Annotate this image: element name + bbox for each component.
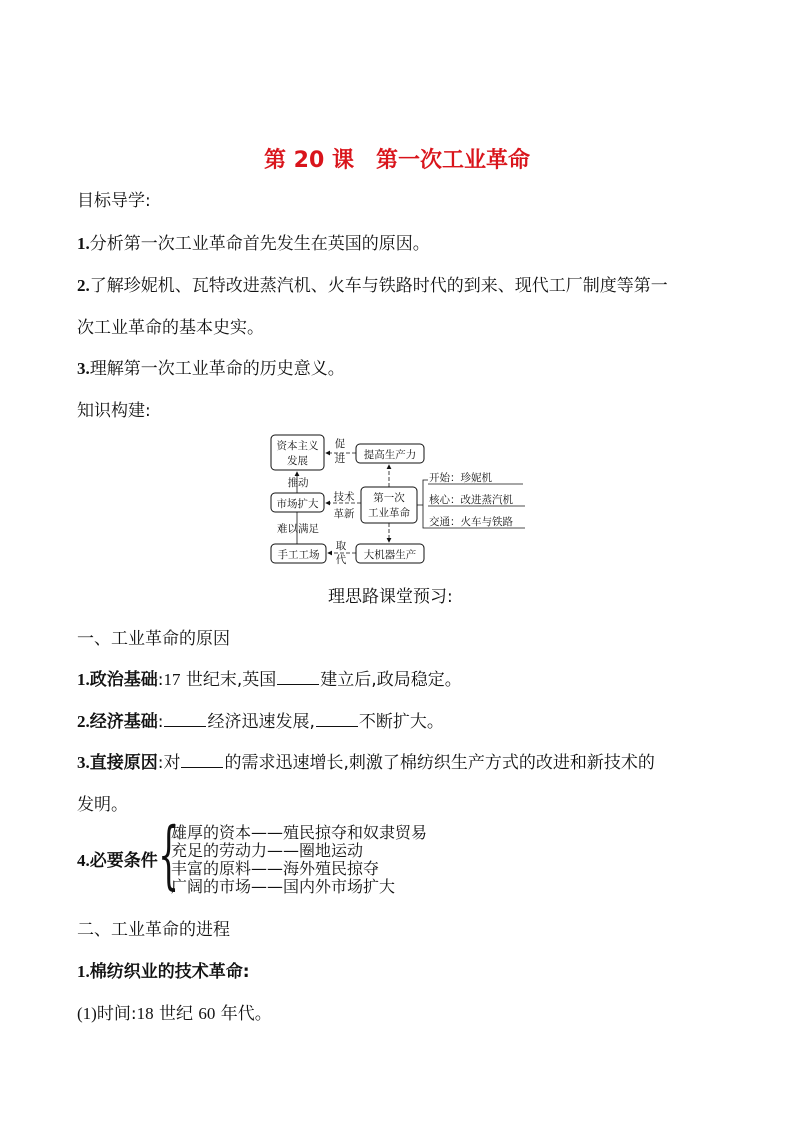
label-promote-2: 进 — [334, 453, 346, 465]
brace-icon: { — [158, 812, 180, 898]
box-first-line1: 第一次 — [373, 492, 405, 504]
preview-heading: 理思路课堂预习: — [328, 587, 453, 607]
box-handicraft-text: 手工工场 — [277, 549, 320, 561]
page-title — [0, 143, 794, 174]
label-hard: 难以满足 — [277, 523, 319, 535]
label-replace-1: 取 — [335, 540, 347, 552]
label-promote-1: 促 — [334, 438, 346, 450]
goal-item-2-cont: 次工业革命的基本史实。 — [77, 318, 264, 338]
goal-item-3: 3.理解第一次工业革命的历史意义。 — [77, 359, 345, 379]
label-tech-1: 技术 — [333, 491, 355, 503]
section1-p3-cont: 发明。 — [77, 795, 128, 815]
section2-p1: 1.棉纺织业的技术革命: — [77, 962, 250, 982]
branch-core: 核心：改进蒸汽机 — [429, 494, 513, 506]
knowledge-heading: 知识构建: — [77, 401, 151, 421]
section2-heading: 二、工业革命的进程 — [77, 920, 230, 940]
section1-p1: 1.政治基础:17 世纪末,英国 建立后,政局稳定。 — [77, 670, 462, 690]
branch-bracket — [417, 480, 428, 528]
section1-p3: 3.直接原因:对 的需求迅速增长,刺激了棉纺织生产方式的改进和新技术的 — [77, 753, 655, 773]
box-market-text: 市场扩大 — [276, 498, 319, 510]
lesson-title: 第一次工业革命 — [375, 148, 530, 173]
blank-2[interactable] — [164, 710, 206, 727]
box-productivity-text: 提高生产力 — [363, 449, 417, 461]
goals-heading: 目标导学: — [77, 191, 151, 211]
blank-4[interactable] — [181, 751, 223, 768]
condition-3: 丰富的原料——海外殖民掠夺 — [171, 859, 380, 878]
section1-heading: 一、工业革命的原因 — [77, 629, 230, 649]
goal-item-1: 1.分析第一次工业革命首先发生在英国的原因。 — [77, 234, 430, 254]
section2-p2: (1)时间:18 世纪 60 年代。 — [77, 1004, 272, 1024]
lesson-number: 第 20 课 — [264, 148, 354, 173]
branch-start: 开始：珍妮机 — [429, 472, 492, 484]
condition-4: 广阔的市场——国内外市场扩大 — [171, 877, 396, 896]
section1-p2: 2.经济基础: 经济迅速发展, 不断扩大。 — [77, 712, 444, 732]
box-first-line2: 工业革命 — [368, 507, 410, 519]
label-drive: 推动 — [287, 477, 309, 489]
box-machine-text: 大机器生产 — [363, 549, 417, 561]
condition-1: 雄厚的资本——殖民掠夺和奴隶贸易 — [171, 823, 428, 842]
knowledge-diagram — [268, 432, 532, 570]
box-capitalism-line1: 资本主义 — [276, 440, 319, 452]
blank-1[interactable] — [277, 668, 319, 685]
branch-transport: 交通：火车与铁路 — [429, 516, 513, 528]
box-capitalism-line2: 发展 — [287, 455, 308, 467]
condition-2: 充足的劳动力——圈地运动 — [171, 841, 364, 860]
blank-3[interactable] — [316, 710, 358, 727]
section1-p4-label: 4.必要条件 — [77, 851, 158, 871]
goal-item-2: 2.了解珍妮机、瓦特改进蒸汽机、火车与铁路时代的到来、现代工厂制度等第一 — [77, 276, 668, 296]
label-replace-2: 代 — [335, 554, 347, 566]
label-tech-2: 革新 — [333, 508, 355, 520]
